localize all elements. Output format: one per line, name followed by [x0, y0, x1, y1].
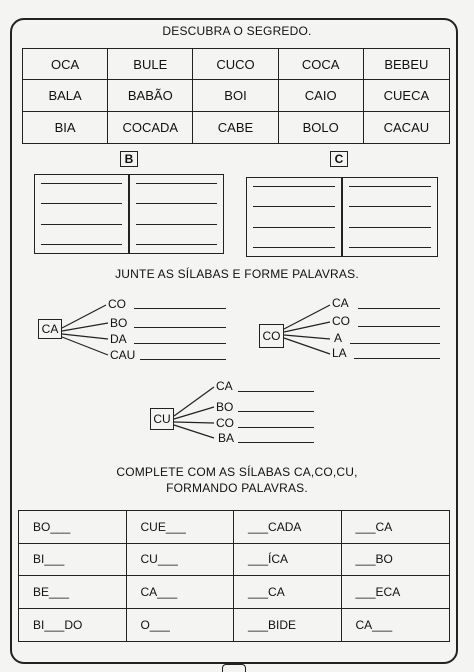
fill-blank-cell[interactable]: ___ECA: [342, 576, 450, 609]
syllable-option: A: [334, 331, 343, 345]
fill-blank-cell[interactable]: BI___DO: [19, 609, 127, 642]
word-cell: COCADA: [108, 112, 193, 143]
syllable-option: CAU: [110, 348, 136, 362]
answer-line[interactable]: [358, 308, 440, 309]
fill-blank-cell[interactable]: ___CA: [342, 511, 450, 544]
section3-title-line1: COMPLETE COM AS SÍLABAS CA,CO,CU,: [116, 465, 358, 479]
syllable-root-box: CO: [259, 324, 284, 348]
answer-line[interactable]: [134, 327, 226, 328]
syllable-option: CA: [216, 379, 233, 393]
word-cell: CUCO: [193, 49, 278, 80]
answer-line[interactable]: [238, 391, 314, 392]
fill-blank-cell[interactable]: ___BO: [342, 544, 450, 577]
answer-line[interactable]: [354, 358, 440, 359]
fill-blank-cell[interactable]: BI___: [19, 544, 127, 577]
word-cell: CUECA: [364, 80, 449, 111]
fill-blank-cell[interactable]: ___ÍCA: [234, 544, 342, 577]
syllable-option: CA: [332, 296, 349, 310]
section2-title: JUNTE AS SÍLABAS E FORME PALAVRAS.: [115, 267, 359, 281]
answer-line[interactable]: [238, 427, 314, 428]
fill-blank-cell[interactable]: CUE___: [127, 511, 235, 544]
word-cell: CABE: [193, 112, 278, 143]
answer-line[interactable]: [358, 326, 440, 327]
syllable-option: BA: [218, 431, 235, 445]
answer-line[interactable]: [134, 308, 226, 309]
syllable-option: CO: [108, 297, 126, 311]
fill-blank-cell[interactable]: CA___: [355, 617, 393, 632]
word-cell: BULE: [108, 49, 193, 80]
word-cell: COCA: [279, 49, 364, 80]
fill-blank-cell[interactable]: ___CADA: [234, 511, 342, 544]
fill-blank-cell[interactable]: ___BIDE: [234, 609, 342, 642]
syllable-root-box: CA: [38, 319, 62, 339]
word-cell: BALA: [23, 80, 108, 111]
fill-blank-cell[interactable]: ___CA: [234, 576, 342, 609]
syllable-option: LA: [332, 346, 347, 360]
word-cell: BEBEU: [364, 49, 449, 80]
letter-box-b: B: [120, 151, 138, 167]
fill-blank-cell[interactable]: CA___: [127, 576, 235, 609]
syllable-option: BO: [110, 316, 128, 330]
answer-line[interactable]: [134, 343, 226, 344]
syllable-option: BO: [216, 400, 234, 414]
syllable-option: DA: [110, 332, 127, 346]
letter-box-c: C: [330, 151, 348, 167]
fill-blank-cell[interactable]: O___: [127, 609, 235, 642]
answer-line[interactable]: [350, 343, 440, 344]
answer-line[interactable]: [238, 442, 314, 443]
word-cell: BABÃO: [108, 80, 193, 111]
word-cell: OCA: [23, 49, 108, 80]
fill-blank-cell[interactable]: BE___: [19, 576, 127, 609]
section1-title: DESCUBRA O SEGREDO.: [162, 24, 312, 38]
complete-grid: [18, 510, 450, 642]
answer-line[interactable]: [238, 411, 314, 412]
syllable-option: CO: [216, 416, 234, 430]
section3-title-line2: FORMANDO PALAVRAS.: [166, 481, 308, 495]
word-cell: CACAU: [383, 119, 430, 135]
word-cell: BIA: [23, 112, 108, 143]
word-cell: BOLO: [279, 112, 364, 143]
syllable-option: CO: [332, 314, 350, 328]
fill-blank-cell[interactable]: CU___: [127, 544, 235, 577]
fill-blank-cell[interactable]: BO___: [19, 511, 127, 544]
word-cell: CAIO: [279, 80, 364, 111]
word-cell: BOI: [193, 80, 278, 111]
syllable-root-box: CU: [150, 408, 174, 430]
answer-line[interactable]: [140, 359, 226, 360]
